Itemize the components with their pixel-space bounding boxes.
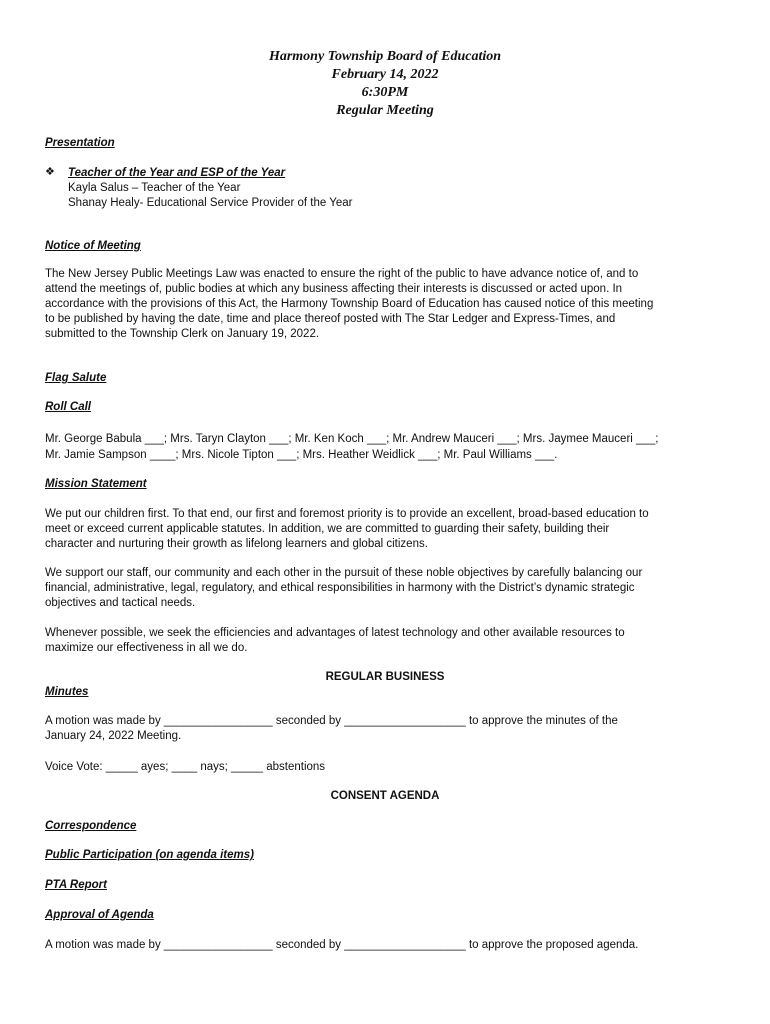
board-title: Harmony Township Board of Education [268,49,502,64]
notice-text-line: accordance with the provisions of this Act, the Harmony Township Board of Education has caused notice of this meeting [45,298,654,310]
roll-call-line: Mr. George Babula ___; Mrs. Taryn Clayton ___; Mr. Ken Koch ___; Mr. Andrew Mauceri ___; Mrs. Jaymee Mauceri ___; [45,433,659,445]
meeting-type: Regular Meeting [336,103,434,118]
mission-text-line: maximize our effectiveness in all we do. [45,642,248,654]
presentation-item-line: Kayla Salus – Teacher of the Year [68,182,241,194]
mission-text-line: objectives and tactical needs. [45,597,196,609]
mission-text-line: financial, administrative, legal, regulatory, and ethical responsibilities in harmony with the District’s dynamic strategic [45,582,635,594]
minutes-motion-line: A motion was made by _________________ seconded by ___________________ to approve the minutes of the [45,715,618,727]
public-participation-heading: Public Participation (on agenda items) [45,849,254,861]
roll-call-line: Mr. Jamie Sampson ____; Mrs. Nicole Tipton ___; Mrs. Heather Weidlick ___; Mr. Paul Williams ___. [45,449,558,461]
mission-text-line: meet or exceed current applicable statutes. In addition, we are committed to guarding their safety, building their [45,523,610,535]
presentation-heading: Presentation [45,137,115,149]
meeting-time: 6:30PM [361,85,409,100]
mission-text-line: We put our children first. To that end, our first and foremost priority is to provide an excellent, broad-based education to [45,508,649,520]
notice-heading: Notice of Meeting [45,240,141,252]
mission-text-line: Whenever possible, we seek the efficiencies and advantages of latest technology and other available resources to [45,627,625,639]
diamond-bullet-icon: ❖ [45,166,55,178]
presentation-item-line: Shanay Healy- Educational Service Provider of the Year [68,197,353,209]
approval-motion-line: A motion was made by _________________ seconded by ___________________ to approve the proposed agenda. [45,939,639,951]
correspondence-heading: Correspondence [45,820,137,832]
notice-text-line: submitted to the Township Clerk on January 19, 2022. [45,328,320,340]
notice-text-line: attend the meetings of, public bodies at which any business affecting their interests is discussed or acted upon. In [45,283,623,295]
flag-salute-heading: Flag Salute [45,372,107,384]
mission-text-line: We support our staff, our community and each other in the pursuit of these noble objectives by carefully balancing our [45,567,643,579]
approval-of-agenda-heading: Approval of Agenda [45,909,154,921]
consent-agenda-heading: CONSENT AGENDA [330,790,440,802]
meeting-date: February 14, 2022 [331,67,439,82]
regular-business-heading: REGULAR BUSINESS [325,671,445,683]
notice-text-line: The New Jersey Public Meetings Law was enacted to ensure the right of the public to have advance notice of, and to [45,268,639,280]
mission-text-line: character and nurturing their growth as lifelong learners and global citizens. [45,538,428,550]
notice-text-line: to be published by having the date, time and place thereof posted with The Star Ledger and Express-Times, and [45,313,616,325]
pta-report-heading: PTA Report [45,879,107,891]
presentation-item-title: Teacher of the Year and ESP of the Year [68,167,286,179]
mission-heading: Mission Statement [45,478,147,490]
voice-vote-line: Voice Vote: _____ ayes; ____ nays; _____ abstentions [45,761,326,773]
roll-call-heading: Roll Call [45,401,92,413]
minutes-motion-line: January 24, 2022 Meeting. [45,730,182,742]
minutes-heading: Minutes [45,686,89,698]
